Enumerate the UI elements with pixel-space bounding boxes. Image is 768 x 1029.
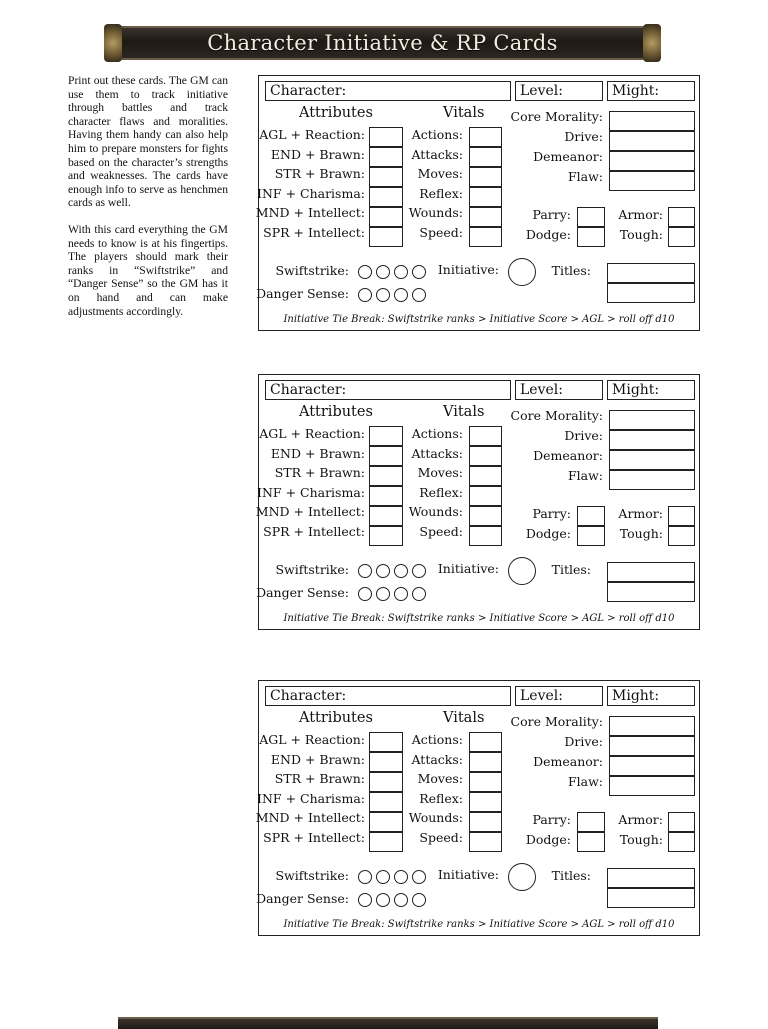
might-label: Might: [612, 688, 660, 704]
swiftstrike-rank-2[interactable] [376, 564, 390, 578]
vital-box-wounds[interactable] [469, 207, 502, 227]
character-field[interactable] [265, 686, 511, 706]
might-field[interactable] [607, 380, 695, 400]
character-label: Character: [270, 688, 347, 704]
danger-sense-rank-2[interactable] [376, 587, 390, 601]
attr-box-inf[interactable] [369, 486, 403, 506]
initiative-label: Initiative: [437, 561, 499, 576]
titles-box-1[interactable] [607, 263, 695, 283]
attr-label-spr: SPR + Intellect: [263, 225, 365, 240]
drive-box[interactable] [609, 131, 695, 151]
vital-box-moves[interactable] [469, 772, 502, 792]
parry-label: Parry: [532, 812, 571, 827]
character-field[interactable] [265, 380, 511, 400]
swiftstrike-rank-2[interactable] [376, 265, 390, 279]
demeanor-label: Demeanor: [533, 448, 603, 463]
core-morality-label: Core Morality: [510, 408, 603, 423]
demeanor-label: Demeanor: [533, 149, 603, 164]
danger-sense-rank-4[interactable] [412, 587, 426, 601]
vital-box-reflex[interactable] [469, 187, 502, 207]
flaw-box[interactable] [609, 470, 695, 490]
danger-sense-rank-2[interactable] [376, 288, 390, 302]
footer-banner [118, 1017, 658, 1029]
vital-label-moves: Moves: [417, 465, 463, 480]
swiftstrike-rank-2[interactable] [376, 870, 390, 884]
vital-box-speed[interactable] [469, 526, 502, 546]
vital-label-actions: Actions: [411, 732, 463, 747]
character-field[interactable] [265, 81, 511, 101]
page-title: Character Initiative & RP Cards [207, 31, 558, 55]
vital-label-attacks: Attacks: [411, 752, 463, 767]
drive-label: Drive: [564, 734, 603, 749]
attributes-heading: Attributes [299, 404, 373, 420]
attr-box-agl[interactable] [369, 732, 403, 752]
vital-box-reflex[interactable] [469, 486, 502, 506]
tough-label: Tough: [619, 526, 663, 541]
vital-label-actions: Actions: [411, 426, 463, 441]
attr-label-inf: INF + Charisma: [257, 485, 365, 500]
titles-box-1[interactable] [607, 562, 695, 582]
initiative-label: Initiative: [437, 262, 499, 277]
might-field[interactable] [607, 686, 695, 706]
vital-label-reflex: Reflex: [419, 791, 463, 806]
intro-paragraph-2: With this card everything the GM needs to know is at his fingertips. The players should mark their ranks in “Swiftstrike” and “Danger Sense” so the GM has it on hand and can make adjustments accordingly. [68, 222, 228, 318]
vital-label-moves: Moves: [417, 771, 463, 786]
initiative-label: Initiative: [437, 867, 499, 882]
drive-box[interactable] [609, 430, 695, 450]
vital-label-reflex: Reflex: [419, 186, 463, 201]
initiative-circle[interactable] [508, 557, 536, 585]
vital-label-speed: Speed: [419, 524, 463, 539]
danger-sense-rank-3[interactable] [394, 288, 408, 302]
intro-paragraph-1: Print out these cards. The GM can use them to track initiative through battles and track character flaws and moralities. Having them handy can also help him to prepare monsters for fights based on the character’s strengths and weaknesses. The cards have enough info to serve as henchmen cards as well. [68, 74, 228, 210]
drive-label: Drive: [564, 129, 603, 144]
vitals-heading: Vitals [443, 404, 485, 420]
armor-box[interactable] [668, 207, 695, 227]
tough-box[interactable] [668, 526, 695, 546]
danger-sense-label: Danger Sense: [256, 286, 349, 301]
core-morality-box[interactable] [609, 410, 695, 430]
armor-label: Armor: [618, 506, 663, 521]
vital-label-actions: Actions: [411, 127, 463, 142]
attr-box-inf[interactable] [369, 187, 403, 207]
demeanor-box[interactable] [609, 151, 695, 171]
attr-box-end[interactable] [369, 752, 403, 772]
attr-box-spr[interactable] [369, 526, 403, 546]
dodge-label: Dodge: [525, 832, 571, 847]
might-label: Might: [612, 83, 660, 99]
titles-box-2[interactable] [607, 283, 695, 303]
swiftstrike-rank-3[interactable] [394, 564, 408, 578]
titles-box-1[interactable] [607, 868, 695, 888]
level-label: Level: [520, 688, 563, 704]
danger-sense-rank-1[interactable] [358, 288, 372, 302]
armor-box[interactable] [668, 812, 695, 832]
titles-box-2[interactable] [607, 582, 695, 602]
parry-label: Parry: [532, 207, 571, 222]
drive-label: Drive: [564, 428, 603, 443]
level-field[interactable] [515, 686, 603, 706]
banner-ornament-right [643, 24, 661, 62]
demeanor-box[interactable] [609, 756, 695, 776]
vital-label-wounds: Wounds: [408, 205, 463, 220]
vital-box-speed[interactable] [469, 832, 502, 852]
vital-label-attacks: Attacks: [411, 147, 463, 162]
swiftstrike-rank-1[interactable] [358, 265, 372, 279]
flaw-label: Flaw: [567, 468, 603, 483]
demeanor-box[interactable] [609, 450, 695, 470]
swiftstrike-label: Swiftstrike: [275, 868, 349, 883]
titles-label: Titles: [551, 562, 591, 577]
attr-box-str[interactable] [369, 167, 403, 187]
attr-label-str: STR + Brawn: [274, 771, 365, 786]
swiftstrike-rank-1[interactable] [358, 870, 372, 884]
swiftstrike-rank-3[interactable] [394, 870, 408, 884]
danger-sense-rank-1[interactable] [358, 587, 372, 601]
dodge-box[interactable] [577, 227, 605, 247]
swiftstrike-label: Swiftstrike: [275, 562, 349, 577]
level-label: Level: [520, 83, 563, 99]
parry-box[interactable] [577, 506, 605, 526]
vital-box-attacks[interactable] [469, 147, 502, 167]
armor-box[interactable] [668, 506, 695, 526]
vital-box-attacks[interactable] [469, 752, 502, 772]
attr-label-mnd: MND + Intellect: [255, 504, 365, 519]
dodge-label: Dodge: [525, 227, 571, 242]
vitals-heading: Vitals [443, 105, 485, 121]
tough-box[interactable] [668, 227, 695, 247]
danger-sense-rank-3[interactable] [394, 893, 408, 907]
parry-box[interactable] [577, 812, 605, 832]
vital-label-attacks: Attacks: [411, 446, 463, 461]
attr-box-agl[interactable] [369, 426, 403, 446]
titles-label: Titles: [551, 263, 591, 278]
initiative-circle[interactable] [508, 863, 536, 891]
vital-label-speed: Speed: [419, 225, 463, 240]
attr-label-str: STR + Brawn: [274, 465, 365, 480]
attr-label-end: END + Brawn: [270, 147, 365, 162]
tie-break-note: Initiative Tie Break: Swiftstrike ranks > Initiative Score > AGL > roll off d10 [283, 613, 675, 624]
swiftstrike-rank-4[interactable] [412, 870, 426, 884]
swiftstrike-rank-3[interactable] [394, 265, 408, 279]
attr-box-agl[interactable] [369, 127, 403, 147]
attr-label-agl: AGL + Reaction: [259, 426, 365, 441]
vital-label-wounds: Wounds: [408, 504, 463, 519]
attr-label-spr: SPR + Intellect: [263, 830, 365, 845]
character-label: Character: [270, 382, 347, 398]
vital-label-wounds: Wounds: [408, 810, 463, 825]
swiftstrike-label: Swiftstrike: [275, 263, 349, 278]
attr-box-mnd[interactable] [369, 207, 403, 227]
attr-box-spr[interactable] [369, 832, 403, 852]
parry-label: Parry: [532, 506, 571, 521]
danger-sense-label: Danger Sense: [256, 585, 349, 600]
tie-break-note: Initiative Tie Break: Swiftstrike ranks > Initiative Score > AGL > roll off d10 [283, 314, 675, 325]
vital-box-attacks[interactable] [469, 446, 502, 466]
attr-label-mnd: MND + Intellect: [255, 810, 365, 825]
danger-sense-rank-2[interactable] [376, 893, 390, 907]
initiative-circle[interactable] [508, 258, 536, 286]
core-morality-box[interactable] [609, 716, 695, 736]
tie-break-note: Initiative Tie Break: Swiftstrike ranks > Initiative Score > AGL > roll off d10 [283, 919, 675, 930]
danger-sense-rank-4[interactable] [412, 893, 426, 907]
core-morality-label: Core Morality: [510, 714, 603, 729]
tough-label: Tough: [619, 832, 663, 847]
demeanor-label: Demeanor: [533, 754, 603, 769]
tough-box[interactable] [668, 832, 695, 852]
initiative-card-3 [255, 680, 700, 936]
vital-box-moves[interactable] [469, 167, 502, 187]
attributes-heading: Attributes [299, 710, 373, 726]
character-label: Character: [270, 83, 347, 99]
flaw-box[interactable] [609, 776, 695, 796]
vitals-heading: Vitals [443, 710, 485, 726]
attr-label-spr: SPR + Intellect: [263, 524, 365, 539]
level-label: Level: [520, 382, 563, 398]
drive-box[interactable] [609, 736, 695, 756]
swiftstrike-rank-4[interactable] [412, 265, 426, 279]
attr-label-end: END + Brawn: [270, 752, 365, 767]
danger-sense-rank-4[interactable] [412, 288, 426, 302]
attr-label-inf: INF + Charisma: [257, 791, 365, 806]
attr-box-mnd[interactable] [369, 812, 403, 832]
vital-box-wounds[interactable] [469, 506, 502, 526]
attr-label-mnd: MND + Intellect: [255, 205, 365, 220]
vital-box-speed[interactable] [469, 227, 502, 247]
might-label: Might: [612, 382, 660, 398]
initiative-card-2 [255, 374, 700, 630]
parry-box[interactable] [577, 207, 605, 227]
attr-box-str[interactable] [369, 772, 403, 792]
vital-label-moves: Moves: [417, 166, 463, 181]
attributes-heading: Attributes [299, 105, 373, 121]
swiftstrike-rank-4[interactable] [412, 564, 426, 578]
danger-sense-label: Danger Sense: [256, 891, 349, 906]
attr-box-spr[interactable] [369, 227, 403, 247]
core-morality-label: Core Morality: [510, 109, 603, 124]
dodge-box[interactable] [577, 832, 605, 852]
initiative-card-1 [255, 75, 700, 331]
vital-label-reflex: Reflex: [419, 485, 463, 500]
attr-label-end: END + Brawn: [270, 446, 365, 461]
vital-box-reflex[interactable] [469, 792, 502, 812]
title-banner [110, 26, 655, 60]
flaw-label: Flaw: [567, 169, 603, 184]
titles-label: Titles: [551, 868, 591, 883]
level-field[interactable] [515, 380, 603, 400]
vital-box-wounds[interactable] [469, 812, 502, 832]
core-morality-box[interactable] [609, 111, 695, 131]
vital-box-moves[interactable] [469, 466, 502, 486]
might-field[interactable] [607, 81, 695, 101]
swiftstrike-rank-1[interactable] [358, 564, 372, 578]
attr-label-inf: INF + Charisma: [257, 186, 365, 201]
vital-box-actions[interactable] [469, 127, 502, 147]
level-field[interactable] [515, 81, 603, 101]
armor-label: Armor: [618, 812, 663, 827]
intro-text [68, 74, 228, 331]
attr-box-mnd[interactable] [369, 506, 403, 526]
attr-box-inf[interactable] [369, 792, 403, 812]
attr-label-str: STR + Brawn: [274, 166, 365, 181]
dodge-box[interactable] [577, 526, 605, 546]
flaw-box[interactable] [609, 171, 695, 191]
armor-label: Armor: [618, 207, 663, 222]
dodge-label: Dodge: [525, 526, 571, 541]
tough-label: Tough: [619, 227, 663, 242]
attr-label-agl: AGL + Reaction: [259, 127, 365, 142]
vital-box-actions[interactable] [469, 732, 502, 752]
flaw-label: Flaw: [567, 774, 603, 789]
titles-box-2[interactable] [607, 888, 695, 908]
danger-sense-rank-3[interactable] [394, 587, 408, 601]
attr-box-end[interactable] [369, 446, 403, 466]
attr-label-agl: AGL + Reaction: [259, 732, 365, 747]
attr-box-str[interactable] [369, 466, 403, 486]
danger-sense-rank-1[interactable] [358, 893, 372, 907]
attr-box-end[interactable] [369, 147, 403, 167]
vital-label-speed: Speed: [419, 830, 463, 845]
vital-box-actions[interactable] [469, 426, 502, 446]
